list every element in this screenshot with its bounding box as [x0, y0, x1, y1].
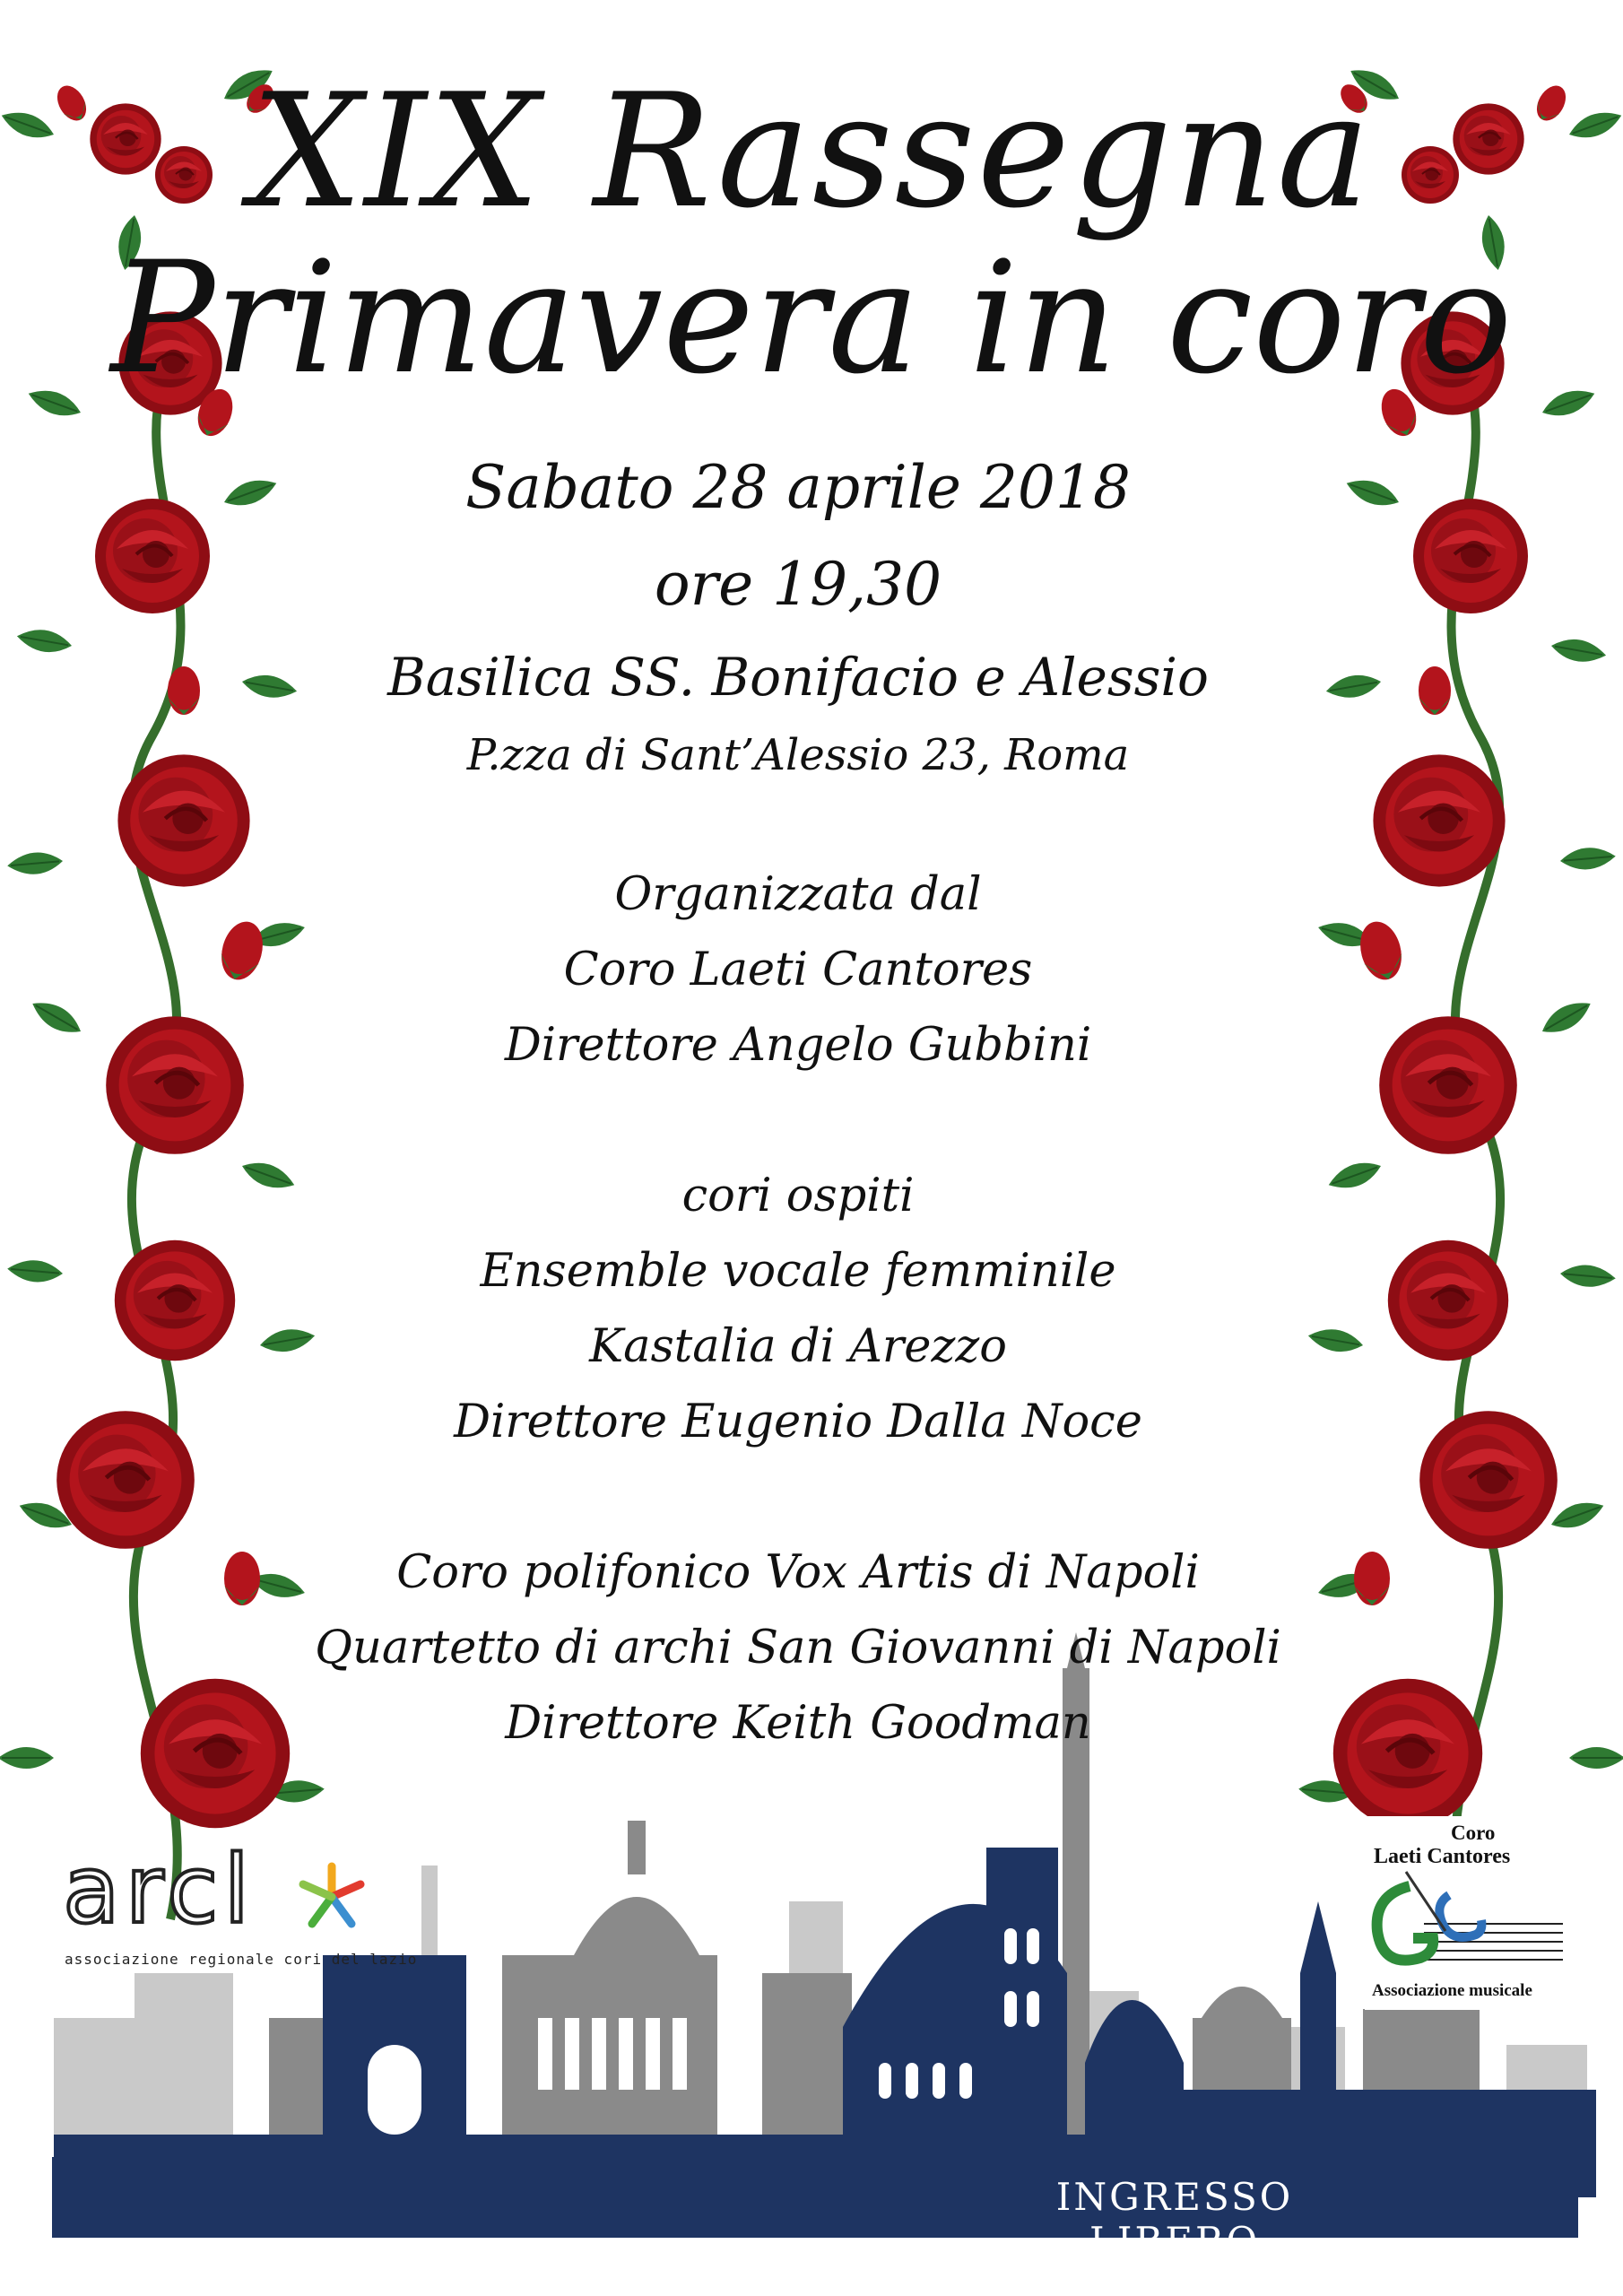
organizer-label: Organizzata dal: [614, 868, 982, 921]
guest1-line2: Kastalia di Arezzo: [589, 1320, 1007, 1373]
guests-label: cori ospiti: [681, 1170, 915, 1222]
event-date: Sabato 28 aprile 2018: [465, 453, 1131, 522]
organizer-director: Direttore Angelo Gubbini: [504, 1019, 1092, 1072]
music-staff-icon: [1370, 1868, 1569, 1981]
guest2-line1: Coro polifonico Vox Artis di Napoli: [396, 1546, 1200, 1599]
organizer-choir: Coro Laeti Cantores: [563, 944, 1033, 996]
arcl-star-icon: [296, 1861, 368, 1933]
laeti-cantores-logo: [1365, 1816, 1573, 2010]
laeti-association: Associazione musicale: [1372, 1981, 1532, 2000]
event-time: ore 19,30: [654, 550, 942, 619]
arcl-logo: [56, 1835, 418, 1969]
guest1-line1: Ensemble vocale femminile: [480, 1245, 1116, 1298]
guest1-director: Direttore Eugenio Dalla Noce: [454, 1396, 1142, 1448]
title-line-2: Primavera in coro: [110, 228, 1513, 408]
event-venue: Basilica SS. Bonifacio e Alessio: [387, 647, 1209, 708]
event-address: P.zza di Sant’Alessio 23, Roma: [466, 730, 1130, 780]
event-details: [278, 439, 1318, 1761]
guest2-director: Direttore Keith Goodman: [505, 1697, 1091, 1750]
arcl-subtitle: associazione regionale cori del lazio: [65, 1951, 418, 1968]
admission-text: INGRESSO LIBERO: [1055, 2175, 1294, 2263]
spacer: [278, 1083, 1318, 1159]
laeti-name: Laeti Cantores: [1374, 1845, 1511, 1868]
spacer: [278, 1460, 1318, 1535]
spacer: [278, 789, 1318, 857]
arcl-wordmark: arcl: [63, 1835, 256, 1944]
guest2-line2: Quartetto di archi San Giovanni di Napoli: [315, 1622, 1281, 1674]
title-line-1: XIX Rassegna: [250, 61, 1373, 243]
laeti-coro: Coro: [1451, 1822, 1496, 1844]
